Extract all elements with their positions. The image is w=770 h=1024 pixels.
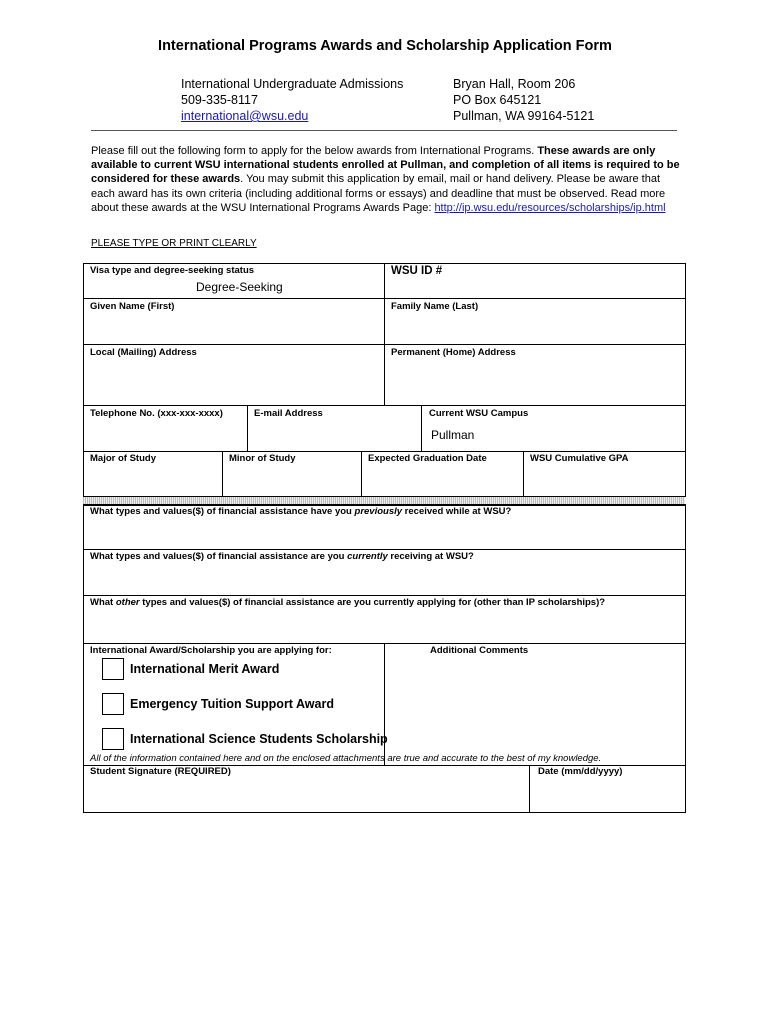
additional-comments-label: Additional Comments — [430, 645, 529, 656]
intro-text-2: . You may submit this application by email, mail or hand delivery. Please be aware that each award has its own criteria (including additional forms or essays) and deadline that must be observed. Read more about these awards at the WSU International Programs Awards Page: — [91, 173, 666, 214]
wsu-id-label: WSU ID # — [391, 265, 443, 277]
local-address-label: Local (Mailing) Address — [90, 347, 197, 358]
grad-date-field[interactable] — [363, 466, 521, 495]
given-name-label: Given Name (First) — [90, 301, 175, 312]
merit-award-label: International Merit Award — [130, 662, 280, 676]
campus-field[interactable]: Pullman — [431, 428, 475, 442]
table-border — [83, 643, 84, 813]
email-label: E-mail Address — [254, 408, 323, 419]
science-scholarship-label: International Science Students Scholarship — [130, 732, 388, 746]
contact-block-right — [453, 76, 594, 124]
office-email-link[interactable]: international@wsu.edu — [181, 109, 309, 123]
telephone-label: Telephone No. (xxx-xxx-xxxx) — [90, 408, 223, 419]
merit-award-checkbox[interactable] — [102, 658, 124, 680]
print-clearly-note: PLEASE TYPE OR PRINT CLEARLY — [91, 238, 257, 249]
intro-eligibility: These awards are only available to current WSU international students enrolled at Pullman, and completion of all items is required to be considered for these awards — [91, 145, 680, 186]
page-title: International Programs Awards and Scholarship Application Form — [158, 38, 612, 54]
signature-field[interactable] — [85, 779, 527, 812]
office-po-box: PO Box 645121 — [453, 93, 542, 107]
campus-label: Current WSU Campus — [429, 408, 529, 419]
visa-status-field[interactable]: Degree-Seeking — [196, 280, 283, 294]
intro-text-1: Please fill out the following form to apply for the below awards from International Programs. — [91, 145, 538, 157]
gpa-field[interactable] — [525, 466, 684, 495]
telephone-field[interactable] — [85, 421, 245, 450]
row-divider — [83, 451, 686, 452]
current-aid-field[interactable] — [85, 564, 684, 594]
office-building: Bryan Hall, Room 206 — [453, 77, 576, 91]
col-divider — [384, 643, 385, 765]
awards-page-link[interactable]: http://ip.wsu.edu/resources/scholarships/ip.html — [434, 201, 666, 214]
col-divider — [384, 263, 385, 405]
science-scholarship-checkbox[interactable] — [102, 728, 124, 750]
visa-status-label: Visa type and degree-seeking status — [90, 265, 255, 276]
header-divider — [91, 130, 677, 131]
local-address-field[interactable] — [85, 360, 382, 404]
col-divider — [361, 451, 362, 497]
previous-aid-question: What types and values($) of financial assistance have you previously received while at WSU? — [90, 506, 512, 517]
family-name-label: Family Name (Last) — [391, 301, 479, 312]
intro-paragraph — [91, 144, 681, 215]
current-aid-question: What types and values($) of financial assistance are you currently receiving at WSU? — [90, 551, 474, 562]
award-applying-label: International Award/Scholarship you are applying for: — [90, 645, 332, 656]
date-field[interactable] — [531, 779, 684, 812]
signature-label: Student Signature (REQUIRED) — [90, 766, 231, 777]
office-phone: 509-335-8117 — [181, 93, 258, 107]
emergency-tuition-checkbox[interactable] — [102, 693, 124, 715]
emergency-tuition-label: Emergency Tuition Support Award — [130, 697, 334, 711]
other-aid-field[interactable] — [85, 610, 684, 642]
major-field[interactable] — [85, 466, 220, 495]
row-divider — [83, 405, 686, 406]
col-divider — [421, 405, 422, 451]
minor-field[interactable] — [224, 466, 359, 495]
office-name: International Undergraduate Admissions — [181, 77, 404, 91]
row-divider — [83, 549, 686, 550]
grad-date-label: Expected Graduation Date — [368, 453, 487, 464]
permanent-address-field[interactable] — [386, 360, 684, 404]
office-city: Pullman, WA 99164-5121 — [453, 109, 595, 123]
col-divider — [523, 451, 524, 497]
family-name-field[interactable] — [386, 314, 684, 343]
additional-comments-field[interactable] — [386, 659, 684, 763]
table-bottom-border — [83, 812, 686, 813]
other-aid-question: What other types and values($) of financial assistance are you currently applying for (other than IP scholarships)? — [90, 597, 606, 608]
email-field[interactable] — [249, 421, 419, 450]
major-label: Major of Study — [90, 453, 156, 464]
col-divider — [247, 405, 248, 451]
gpa-label: WSU Cumulative GPA — [530, 453, 629, 464]
permanent-address-label: Permanent (Home) Address — [391, 347, 516, 358]
previous-aid-field[interactable] — [85, 519, 684, 548]
given-name-field[interactable] — [85, 314, 382, 343]
wsu-id-field[interactable] — [386, 280, 684, 297]
date-label: Date (mm/dd/yyyy) — [538, 766, 623, 777]
attestation-statement: All of the information contained here and on the enclosed attachments are true and accurate to the best of my knowledge. — [90, 753, 602, 764]
contact-block-left — [181, 76, 403, 124]
table-border — [685, 643, 686, 813]
col-divider — [222, 451, 223, 497]
row-divider — [83, 595, 686, 596]
minor-label: Minor of Study — [229, 453, 296, 464]
col-divider — [529, 765, 530, 813]
